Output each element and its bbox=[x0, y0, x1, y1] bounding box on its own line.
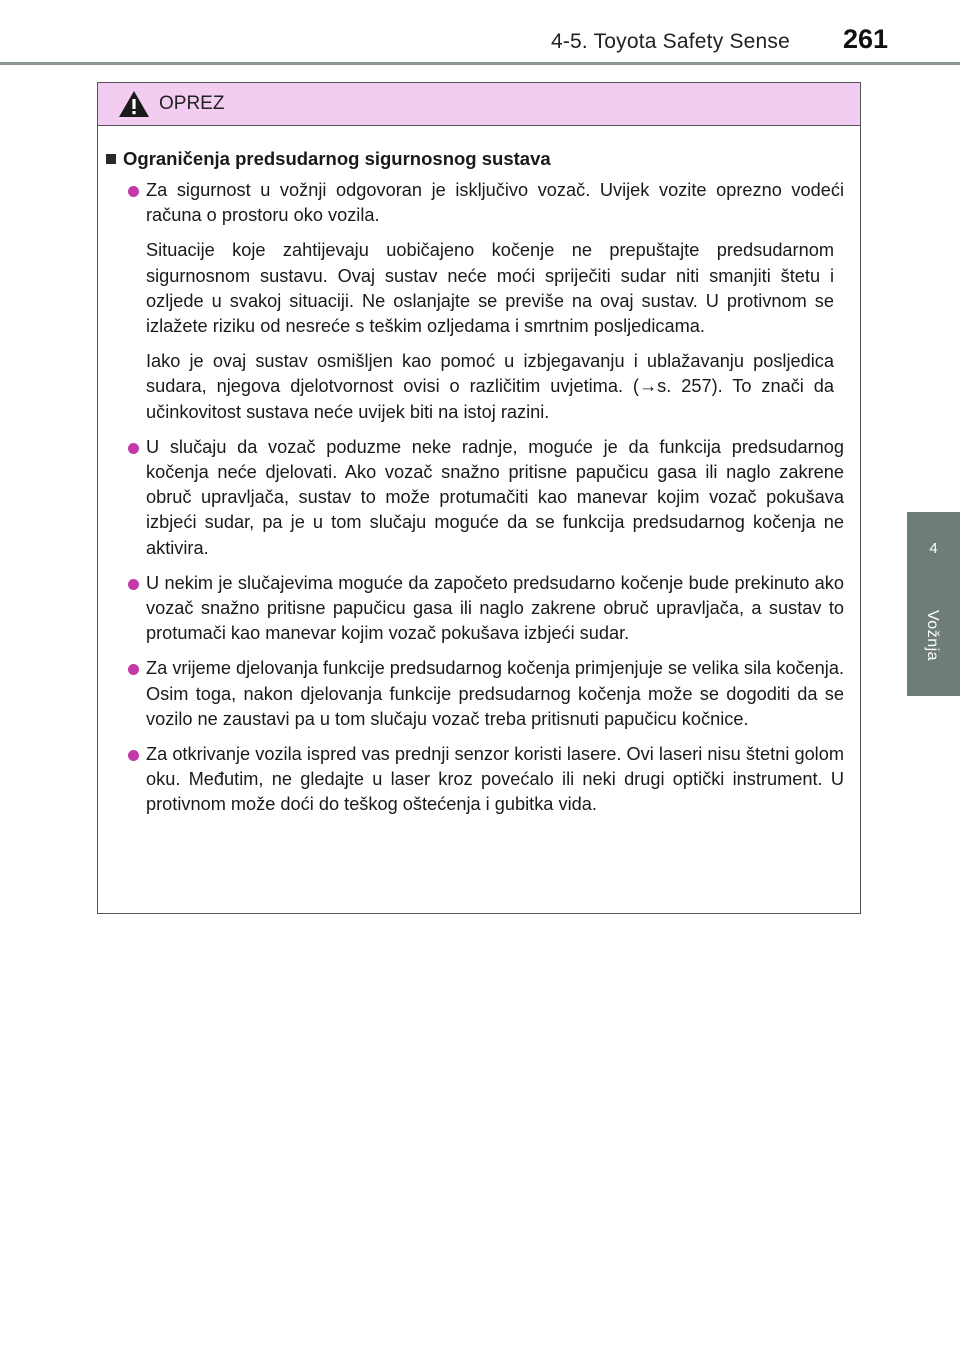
list-item bbox=[106, 571, 850, 647]
bullet-icon bbox=[128, 186, 139, 197]
section-heading bbox=[106, 146, 850, 172]
header-divider bbox=[0, 62, 960, 65]
section-title: 4-5. Toyota Safety Sense bbox=[550, 30, 790, 53]
caution-title: OPREZ bbox=[159, 93, 225, 114]
bullet-icon bbox=[128, 579, 139, 590]
list-item bbox=[106, 656, 850, 732]
list-item bbox=[106, 435, 850, 561]
bullet-icon bbox=[128, 750, 139, 761]
list-item bbox=[106, 742, 850, 818]
item-text: Za sigurnost u vožnji odgovoran je isključivo vozač. Uvijek vozite oprezno vodeći računa o prostoru oko vozila. bbox=[146, 180, 844, 226]
item-text: Za vrijeme djelovanja funkcije predsudarnog kočenja primjenjuje se velika sila kočenja. Osim toga, nakon djelovanja funkcije predsudarnog kočenja može se dogoditi da se vozilo ne zaustavi pa u tom slučaju vozač treba pritisnuti papučicu kočnice. bbox=[146, 658, 844, 729]
caution-header bbox=[98, 83, 860, 126]
list-item bbox=[106, 178, 850, 228]
item-sub-text: Iako je ovaj sustav osmišljen kao pomoć u izbjegavanju i ublažavanju posljedica sudara, njegova djelotvornost ovisi o različitim uvjetima. (→s. 257). To znači da učinkovitost sustava neće uvijek biti na istoj razini. bbox=[146, 351, 834, 422]
bullet-icon bbox=[128, 443, 139, 454]
item-text: U nekim je slučajevima moguće da započeto predsudarno kočenje bude prekinuto ako vozač snažno pritisne papučicu gasa ili naglo zakrene obruč upravljača, a sustav to protumači kao manevar kojim vozač pokušava izbjeći sudar. bbox=[146, 572, 844, 644]
section-heading-text: Ograničenja predsudarnog sigurnosnog sustava bbox=[123, 148, 551, 169]
item-text: U slučaju da vozač poduzme neke radnje, moguće je da funkcija predsudarnog kočenja neće djelovati. Ako vozač snažno pritisne papučicu gasa ili naglo zakrene obruč upravljača, sustav to može protumačiti kao manevar kojim vozač pokušava izbjeći sudar, pa je u tom slučaju moguće da se funkcija predsudarnog kočenja ne aktivira. bbox=[146, 436, 844, 558]
item-sub-text: Situacije koje zahtijevaju uobičajeno kočenje ne prepuštajte predsudarnom sigurnosnom sustavu. Ovaj sustav neće moći spriječiti sudar niti smanjiti štetu i ozljede u svakoj situaciji. Ne oslanjajte se previše na ovaj sustav. U protivnom se izlažete riziku od nesreće s teškim ozljedama i smrtnim posljedicama. bbox=[146, 240, 834, 337]
caution-box bbox=[97, 82, 861, 914]
caution-body bbox=[98, 126, 860, 818]
chapter-label: Vožnja bbox=[924, 610, 941, 662]
chapter-number: 4 bbox=[929, 540, 938, 557]
chapter-tab[interactable] bbox=[907, 512, 960, 696]
square-bullet-icon bbox=[106, 154, 116, 164]
page-number: 261 bbox=[842, 24, 888, 54]
item-text: Za otkrivanje vozila ispred vas prednji senzor koristi lasere. Ovi laseri nisu štetni golom oku. Međutim, ne gledajte u laser kroz povećalo ili neki drugi optički instrument. U protivnom može doći do teškog oštećenja i gubitka vida. bbox=[146, 744, 844, 815]
warning-triangle-icon bbox=[118, 90, 150, 118]
